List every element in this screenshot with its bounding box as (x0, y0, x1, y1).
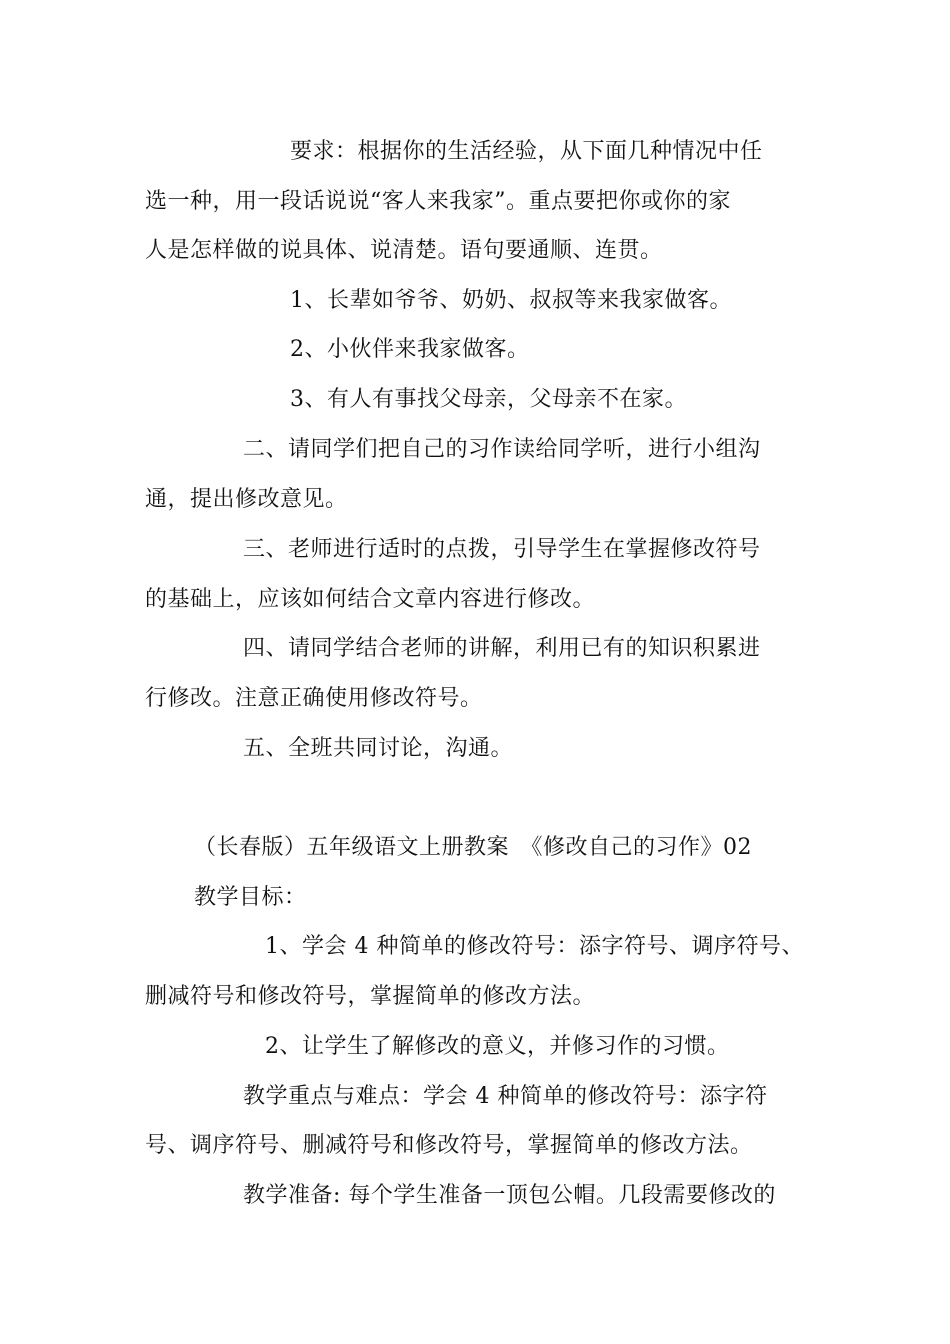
paragraph-requirement-line2: 选一种，用一段话说说“客人来我家”。重点要把你或你的家 (145, 189, 731, 214)
step-three-line2: 的基础上，应该如何结合文章内容进行修改。 (145, 587, 596, 612)
paragraph-requirement-line3: 人是怎样做的说具体、说清楚。语句要通顺、连贯。 (145, 238, 663, 263)
step-four-line2: 行修改。注意正确使用修改符号。 (145, 686, 483, 711)
teaching-goals-heading: 教学目标： (194, 885, 307, 910)
option-1: 1、长辈如爷爷、奶奶、叔叔等来我家做客。 (290, 288, 732, 313)
lesson-title: （长春版）五年级语文上册教案 《修改自己的习作》02 (194, 835, 752, 860)
goal-1-line2: 删减符号和修改符号，掌握简单的修改方法。 (145, 984, 596, 1009)
step-two-line2: 通，提出修改意见。 (145, 487, 348, 512)
step-three-line1: 三、老师进行适时的点拨，引导学生在掌握修改符号 (243, 537, 761, 562)
option-3: 3、有人有事找父母亲，父母亲不在家。 (290, 387, 687, 412)
goal-1-line1: 1、学会 4 种简单的修改符号：添字符号、调序符号、 (265, 934, 804, 959)
preparation-line1: 教学准备: 每个学生准备一顶包公帽。几段需要修改的 (243, 1183, 776, 1208)
step-five: 五、全班共同讨论，沟通。 (243, 736, 514, 761)
step-four-line1: 四、请同学结合老师的讲解，利用已有的知识积累进 (243, 636, 761, 661)
key-points-line1: 教学重点与难点：学会 4 种简单的修改符号：添字符 (243, 1084, 768, 1109)
goal-2: 2、让学生了解修改的意义，并修习作的习惯。 (265, 1034, 730, 1059)
paragraph-requirement-line1: 要求：根据你的生活经验，从下面几种情况中任 (290, 139, 763, 164)
step-two-line1: 二、请同学们把自己的习作读给同学听，进行小组沟 (243, 437, 761, 462)
key-points-line2: 号、调序符号、删减符号和修改符号，掌握简单的修改方法。 (145, 1133, 753, 1158)
option-2: 2、小伙伴来我家做客。 (290, 337, 530, 362)
